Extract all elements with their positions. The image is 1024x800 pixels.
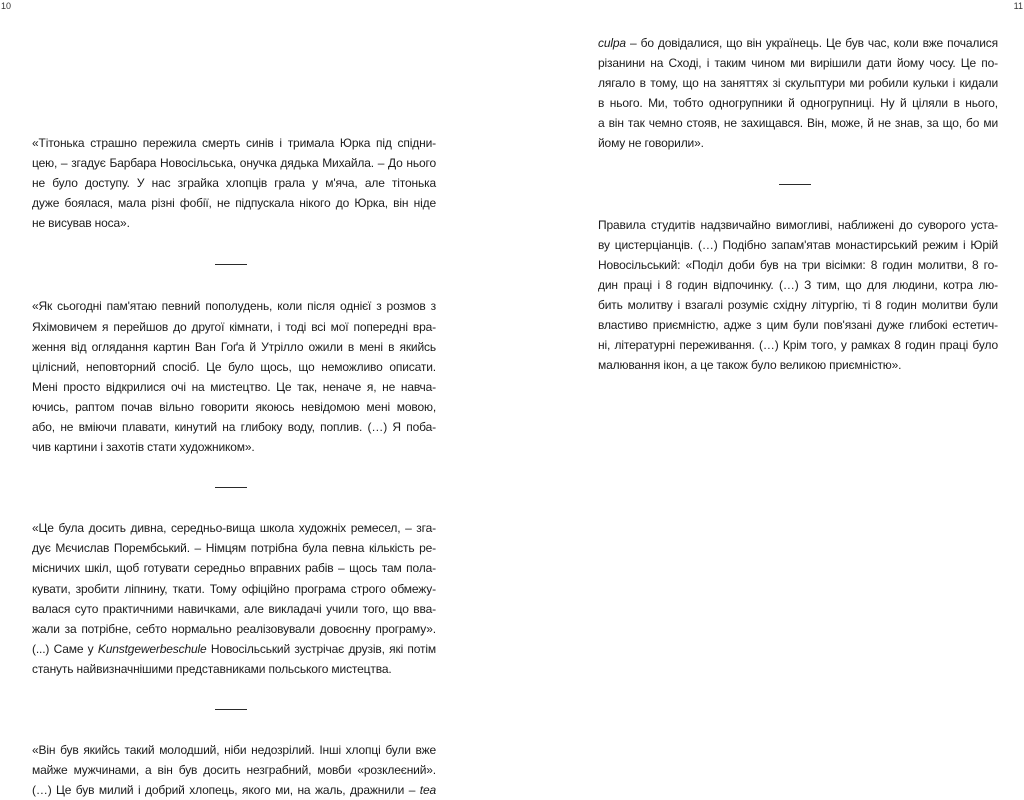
text-line: ву цистерціанців. (…) Подібно запам'ятав монастирський режим і Юрій bbox=[598, 237, 998, 252]
text-line: майже мужчинами, а він був досить незграбний, мовби «розклеєний». bbox=[32, 763, 436, 778]
text-segment: (…) Це був милий і добрий хлопець, якого ми, на жаль, дражнили – bbox=[32, 783, 420, 798]
text-line: Мені просто відкрилися очі на мистецтво. Це так, неначе я, не навча- bbox=[32, 379, 436, 394]
text-line: а він так чемно стояв, не захищався. Він, може, й не знав, за що, бо ми bbox=[598, 116, 998, 131]
text-line: кувати, зробити ліпнину, ткати. Тому офіційно програма строго обмежу- bbox=[32, 581, 436, 596]
narrative-paragraph bbox=[598, 215, 998, 376]
text-line: в нього. Ми, тобто одногрупники й одногрупниці. Ну й ціляли в нього, bbox=[598, 96, 998, 111]
text-line: не було доступу. У нас зграйка хлопців грала у м'яча, але тітонька bbox=[32, 176, 436, 191]
quote-paragraph bbox=[598, 33, 998, 154]
italic-term: culpa bbox=[598, 36, 626, 50]
text-line bbox=[32, 780, 436, 800]
text-line: стануть найвизначнішими представниками польського мистецтва. bbox=[32, 661, 392, 676]
text-line: йому не говорили». bbox=[598, 136, 704, 151]
text-line: «Тітонька страшно пережила смерть синів і тримала Юрка під спідни- bbox=[32, 136, 436, 150]
text-line: чив картини і захотів стати художником». bbox=[32, 440, 255, 455]
text-line: різанини на Сході, і таким чином ми вирішили дати йому чосу. Це по- bbox=[598, 56, 998, 71]
text-line: бить молитву і взагалі розуміє східну літургію, ті 8 годин молитви були bbox=[598, 297, 998, 312]
text-line: лягало в тому, що на заняттях зі скульптури ми робили кульки і кидали bbox=[598, 76, 998, 91]
text-line bbox=[598, 33, 998, 53]
left-page-text-column bbox=[32, 133, 436, 800]
text-line: «Як сьогодні пам'ятаю певний пополудень, коли після однієї з розмов з bbox=[32, 299, 436, 314]
text-line-part: «Це була досить дивна, середньо-вища школа художніх ремесел, – зга- bbox=[32, 521, 436, 536]
text-line: «Він був якийсь такий молодший, ніби недозрілий. Інші хлопці були вже bbox=[32, 742, 436, 757]
quote-paragraph bbox=[32, 133, 436, 233]
text-line: Новосільський: «Поділ доби був на три вісімки: 8 годин молитви, 8 го- bbox=[598, 257, 998, 272]
quote-paragraph bbox=[32, 296, 436, 457]
text-line bbox=[32, 538, 436, 558]
text-line: Правила студитів надзвичайно вимогливі, наближені до суворого уста- bbox=[598, 217, 998, 232]
text-line: ні, літературні переживання. (…) Крім того, у рамках 8 годин праці було bbox=[598, 338, 998, 353]
text-line: або, не вміючи плавати, кинутий на глибоку воду, поплив. (…) Я поба- bbox=[32, 420, 436, 435]
text-line: Яхімовичем я перейшов до другої кімнати, і тоді всі мої попередні вра- bbox=[32, 319, 436, 334]
text-line: ження від оглядання картин Ван Гоґа й Утрілло ожили в мені в якийсь bbox=[32, 339, 436, 354]
text-line bbox=[32, 639, 436, 659]
text-line: властиво приємністю, адже з цим були пов'язані дуже глибокі естетич- bbox=[598, 318, 998, 333]
text-segment: – бо довідалися, що він українець. Це був час, коли вже почалися bbox=[625, 36, 998, 50]
text-line: малювання ікон, а це також було великою приємністю». bbox=[598, 358, 902, 373]
italic-term: Kunstgewerbeschule bbox=[97, 641, 207, 656]
text-segment: Новосільський зустрічає друзів, які потім bbox=[206, 641, 436, 656]
text-line: ючись, раптом почав вільно говорити якоюсь невідомою мені мовою, bbox=[32, 399, 436, 414]
text-line: цілісний, неповторний спосіб. Це було щось, що неможливо описати. bbox=[32, 359, 436, 374]
text-line: дин праці і 8 годин відпочинку. (…) З тим, що для людини, котра лю- bbox=[598, 277, 998, 292]
text-line-part: дує Мєчислав Порембський. – Німцям потрібна була певна кількість ре- bbox=[32, 541, 436, 556]
right-page-text-column bbox=[598, 33, 998, 375]
italic-term: tea bbox=[419, 783, 436, 798]
text-line: валася суто практичними навичками, але викладачі учили того, що вва- bbox=[32, 601, 436, 616]
text-line: цею, – згадує Барбара Новосільська, онучка дядька Михайла. – До нього bbox=[32, 156, 436, 171]
text-line: не висував носа». bbox=[32, 216, 130, 231]
text-line: дуже боялася, мала різні фобії, не підпускала нікого до Юрка, він ніде bbox=[32, 196, 436, 211]
page-number-right: 11 bbox=[1013, 1, 1023, 11]
page-number-left: 10 bbox=[1, 1, 12, 11]
quote-paragraph bbox=[32, 518, 436, 679]
text-line: місничих шкіл, щоб готувати середньо вправних рабів – щось там пола- bbox=[32, 561, 436, 576]
text-line bbox=[32, 518, 436, 538]
text-segment: (...) Саме у bbox=[32, 641, 98, 656]
quote-paragraph bbox=[32, 740, 436, 800]
text-line: жали за потрібне, себто нормально реалізовували довоєнну програму». bbox=[32, 621, 436, 636]
